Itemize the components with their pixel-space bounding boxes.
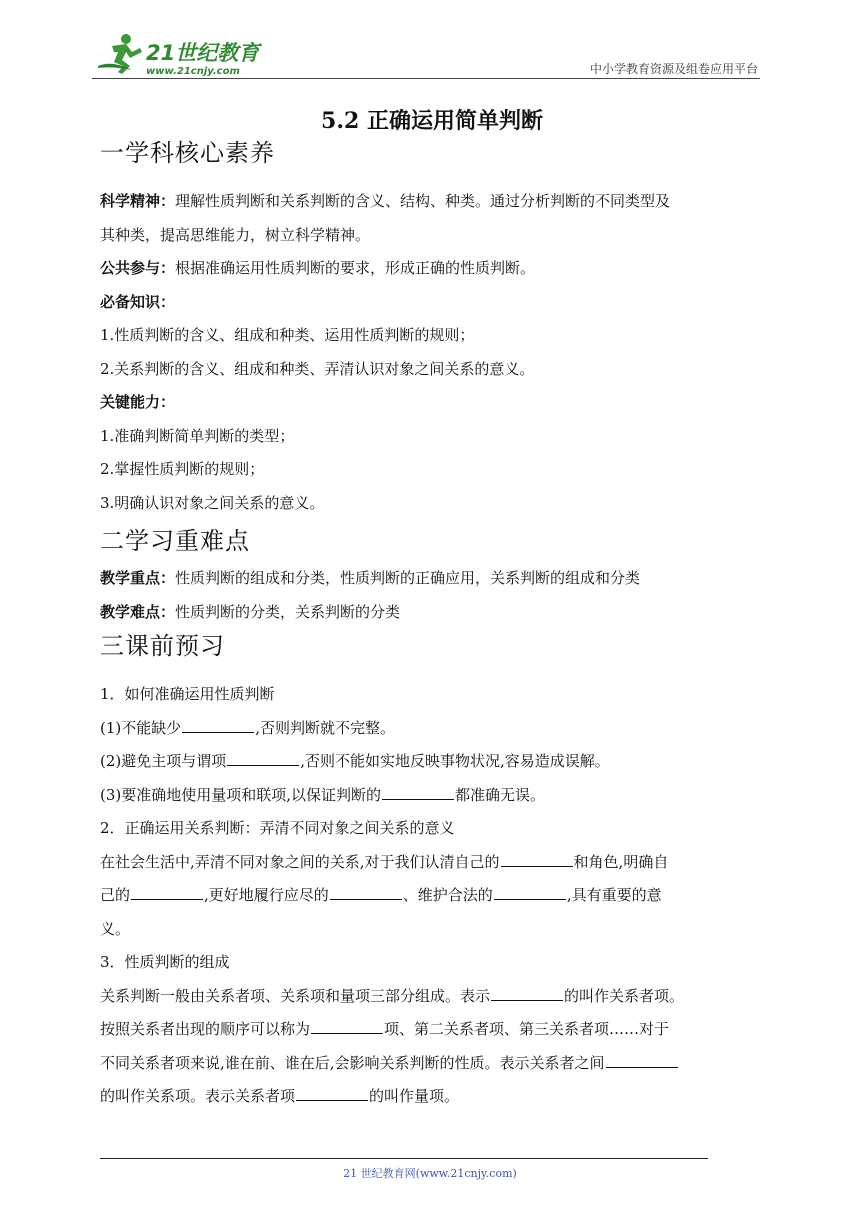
question-1-title: 1．如何准确运用性质判断 xyxy=(100,685,275,703)
q1b-suffix: ,否则不能如实地反映事物状况,容易造成误解。 xyxy=(300,752,610,770)
header-divider xyxy=(92,78,760,79)
q1c-prefix: (3)要准确地使用量项和联项,以保证判断的 xyxy=(100,785,382,804)
fill-blank[interactable] xyxy=(606,1053,678,1068)
q2-l2-part-b: ,更好地履行应尽的 xyxy=(204,886,329,904)
question-1a xyxy=(100,712,764,746)
question-3-line-3 xyxy=(100,1047,764,1081)
science-spirit-line-1 xyxy=(100,185,764,219)
question-2-line-3: 义。 xyxy=(100,919,131,938)
fill-blank[interactable] xyxy=(311,1019,383,1034)
question-2-title: 2．正确运用关系判断：弄清不同对象之间关系的意义 xyxy=(100,819,455,837)
page-header xyxy=(92,30,760,82)
logo xyxy=(92,30,267,78)
logo-text: 21世纪教育 xyxy=(146,41,260,65)
ability-item: 1.准确判断简单判断的类型； xyxy=(100,426,295,445)
runner-icon xyxy=(98,34,142,74)
fill-blank[interactable] xyxy=(491,986,563,1001)
public-participation-label: 公共参与： xyxy=(100,259,176,277)
q3-l4-prefix: 的叫作关系项。表示关系者项 xyxy=(100,1087,296,1105)
logo-url: www.21cnjy.com xyxy=(146,66,240,77)
fill-blank[interactable] xyxy=(330,885,402,900)
q3-l2-prefix: 按照关系者出现的顺序可以称为 xyxy=(100,1020,311,1038)
knowledge-item: 1.性质判断的含义、组成和种类、运用性质判断的规则； xyxy=(100,326,475,344)
fill-blank[interactable] xyxy=(182,718,254,733)
science-spirit-line-2: 其种类，提高思维能力，树立科学精神。 xyxy=(100,225,371,244)
question-3-line-2 xyxy=(100,1013,764,1047)
document-body xyxy=(100,98,764,1114)
question-3-title: 3．性质判断的组成 xyxy=(100,953,230,971)
teaching-difficulty xyxy=(100,596,764,630)
q1c-suffix: 都准确无误。 xyxy=(455,785,546,804)
q2-l2-part-d: ,具有重要的意 xyxy=(566,886,662,904)
page-title: 5.2 正确运用简单判断 xyxy=(321,108,543,134)
question-1c xyxy=(100,779,764,813)
question-2-line-2 xyxy=(100,879,764,913)
fill-blank[interactable] xyxy=(501,852,573,867)
teaching-difficulty-label: 教学难点： xyxy=(100,602,176,621)
q1a-suffix: ,否则判断就不完整。 xyxy=(255,718,396,737)
teaching-difficulty-text: 性质判断的分类，关系判断的分类 xyxy=(175,602,401,621)
section-heading-preview: 三课前预习 xyxy=(100,632,225,660)
science-spirit-text: 理解性质判断和关系判断的含义、结构、种类。通过分析判断的不同类型及 xyxy=(175,192,671,210)
q3-l3-text: 不同关系者项来说,谁在前、谁在后,会影响关系判断的性质。表示关系者之间 xyxy=(100,1053,605,1072)
q1a-prefix: (1)不能缺少 xyxy=(100,718,182,737)
teaching-focus-text: 性质判断的组成和分类，性质判断的正确应用，关系判断的组成和分类 xyxy=(175,569,641,587)
teaching-focus-label: 教学重点： xyxy=(100,569,176,587)
footer-divider xyxy=(100,1158,708,1159)
question-3-line-1 xyxy=(100,980,764,1014)
question-3-line-4 xyxy=(100,1080,764,1114)
fill-blank[interactable] xyxy=(296,1086,368,1101)
q1b-prefix: (2)避免主项与谓项 xyxy=(100,752,227,770)
key-ability-label: 关键能力： xyxy=(100,393,176,411)
knowledge-item: 2.关系判断的含义、组成和种类、弄清认识对象之间关系的意义。 xyxy=(100,359,535,378)
public-participation-text: 根据准确运用性质判断的要求，形成正确的性质判断。 xyxy=(175,259,536,277)
q3-l2-suffix: 项、第二关系者项、第三关系者项……对于 xyxy=(384,1020,670,1038)
public-participation xyxy=(100,252,764,286)
q3-l4-suffix: 的叫作量项。 xyxy=(369,1087,460,1105)
fill-blank[interactable] xyxy=(131,885,203,900)
page-footer: 21 世纪教育网(www.21cnjy.com) xyxy=(343,1167,517,1180)
q2-l2-part-c: 、维护合法的 xyxy=(402,886,493,904)
section-heading-core-literacy: 一学科核心素养 xyxy=(100,139,275,167)
q2-l2-part-a: 己的 xyxy=(100,886,131,904)
essential-knowledge-label: 必备知识： xyxy=(100,292,176,311)
ability-item: 2.掌握性质判断的规则； xyxy=(100,460,265,478)
question-1b xyxy=(100,745,764,779)
fill-blank[interactable] xyxy=(494,885,566,900)
teaching-focus xyxy=(100,562,764,596)
science-spirit-label: 科学精神： xyxy=(100,192,176,210)
platform-label: 中小学教育资源及组卷应用平台 xyxy=(589,62,758,76)
q2-l1-prefix: 在社会生活中,弄清不同对象之间的关系,对于我们认清自己的 xyxy=(100,852,500,871)
q3-l1-suffix: 的叫作关系者项。 xyxy=(564,986,685,1005)
q2-l1-suffix: 和角色,明确自 xyxy=(573,852,669,871)
fill-blank[interactable] xyxy=(227,751,299,766)
q3-l1-prefix: 关系判断一般由关系者项、关系项和量项三部分组成。表示 xyxy=(100,986,491,1005)
question-2-line-1 xyxy=(100,846,764,880)
section-heading-key-points: 二学习重难点 xyxy=(100,527,250,555)
ability-item: 3.明确认识对象之间关系的意义。 xyxy=(100,493,325,512)
fill-blank[interactable] xyxy=(382,785,454,800)
